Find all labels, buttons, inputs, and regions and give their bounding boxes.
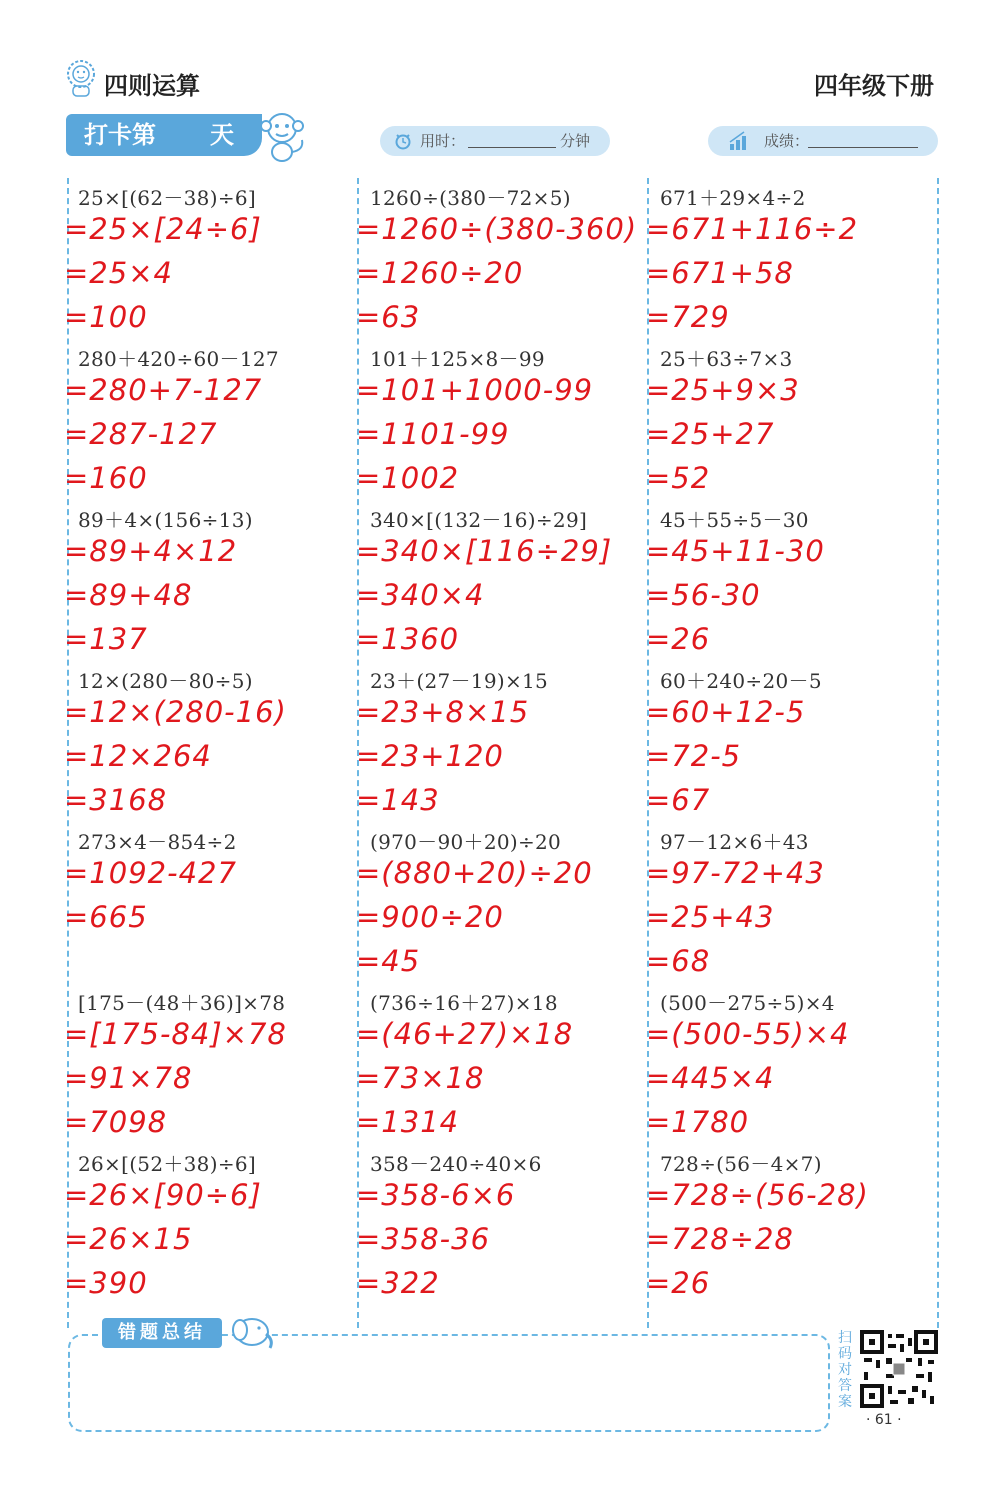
problem-expression: (970－90＋20)÷20 <box>370 830 562 854</box>
handwritten-step: =322 <box>356 1266 440 1300</box>
handwritten-step: =91×78 <box>64 1061 193 1095</box>
handwritten-step: =729 <box>646 300 730 334</box>
handwritten-step: =1314 <box>356 1105 460 1139</box>
problem-expression: 340×[(132－16)÷29] <box>370 508 588 532</box>
handwritten-step: =52 <box>646 461 711 495</box>
handwritten-step: =60+12-5 <box>646 695 806 729</box>
handwritten-step: =45+11-30 <box>646 534 825 568</box>
elephant-icon <box>226 1312 278 1352</box>
mistake-summary-label: 错题总结 <box>102 1318 222 1348</box>
handwritten-step: =340×[116÷29] <box>356 534 613 568</box>
page-number: · 61 · <box>866 1412 902 1428</box>
handwritten-step: =26 <box>646 622 711 656</box>
problem-expression: 273×4－854÷2 <box>78 830 237 854</box>
handwritten-step: =63 <box>356 300 421 334</box>
checkin-label: 打卡第 <box>84 121 156 149</box>
handwritten-step: =100 <box>64 300 148 334</box>
handwritten-step: =[175-84]×78 <box>64 1017 287 1051</box>
problem-expression: 23＋(27－19)×15 <box>370 669 549 693</box>
handwritten-step: =7098 <box>64 1105 168 1139</box>
problem-expression: 12×(280－80÷5) <box>78 669 253 693</box>
handwritten-step: =445×4 <box>646 1061 775 1095</box>
problem-expression: (736÷16＋27)×18 <box>370 991 558 1015</box>
handwritten-step: =340×4 <box>356 578 485 612</box>
handwritten-step: =900÷20 <box>356 900 504 934</box>
problem-expression: 728÷(56－4×7) <box>660 1152 822 1176</box>
problem-expression: 25＋63÷7×3 <box>660 347 793 371</box>
handwritten-step: =45 <box>356 944 421 978</box>
handwritten-step: =12×(280-16) <box>64 695 287 729</box>
handwritten-step: =1780 <box>646 1105 750 1139</box>
checkin-day-label: 天 <box>210 121 234 149</box>
time-input[interactable] <box>468 147 556 148</box>
bar-chart-icon <box>728 130 750 152</box>
handwritten-step: =25+43 <box>646 900 775 934</box>
problem-expression: 45＋55÷5－30 <box>660 508 809 532</box>
problem-expression: (500－275÷5)×4 <box>660 991 835 1015</box>
handwritten-step: =67 <box>646 783 711 817</box>
handwritten-step: =1101-99 <box>356 417 510 451</box>
time-field <box>380 126 610 156</box>
handwritten-step: =358-36 <box>356 1222 491 1256</box>
handwritten-step: =(880+20)÷20 <box>356 856 593 890</box>
problem-expression: 60＋240÷20－5 <box>660 669 822 693</box>
handwritten-step: =1360 <box>356 622 460 656</box>
handwritten-step: =26 <box>646 1266 711 1300</box>
problem-expression: 101＋125×8－99 <box>370 347 545 371</box>
handwritten-step: =97-72+43 <box>646 856 825 890</box>
handwritten-step: =143 <box>356 783 440 817</box>
handwritten-step: =1002 <box>356 461 460 495</box>
handwritten-step: =(500-55)×4 <box>646 1017 850 1051</box>
problem-expression: 97－12×6＋43 <box>660 830 809 854</box>
problem-expression: 1260÷(380－72×5) <box>370 186 571 210</box>
handwritten-step: =1092-427 <box>64 856 237 890</box>
problem-expression: 89＋4×(156÷13) <box>78 508 253 532</box>
problem-expression: 671＋29×4÷2 <box>660 186 806 210</box>
time-unit: 分钟 <box>560 132 591 150</box>
score-input[interactable] <box>808 147 918 148</box>
lion-logo-icon <box>64 58 98 98</box>
handwritten-step: =23+120 <box>356 739 504 773</box>
handwritten-step: =68 <box>646 944 711 978</box>
handwritten-step: =728÷(56-28) <box>646 1178 869 1212</box>
column-divider <box>937 178 939 1328</box>
handwritten-step: =358-6×6 <box>356 1178 516 1212</box>
handwritten-step: =25+9×3 <box>646 373 800 407</box>
handwritten-step: =89+4×12 <box>64 534 238 568</box>
handwritten-step: =26×15 <box>64 1222 193 1256</box>
mistake-summary-box[interactable] <box>68 1334 830 1432</box>
handwritten-step: =671+116÷2 <box>646 212 859 246</box>
handwritten-step: =25×4 <box>64 256 173 290</box>
handwritten-step: =56-30 <box>646 578 761 612</box>
handwritten-step: =728÷28 <box>646 1222 794 1256</box>
handwritten-step: =390 <box>64 1266 148 1300</box>
score-label: 成绩： <box>764 132 810 150</box>
handwritten-step: =72-5 <box>646 739 742 773</box>
handwritten-step: =280+7-127 <box>64 373 263 407</box>
handwritten-step: =25+27 <box>646 417 775 451</box>
score-field <box>708 126 938 156</box>
handwritten-step: =160 <box>64 461 148 495</box>
problem-expression: 358－240÷40×6 <box>370 1152 542 1176</box>
problem-expression: [175－(48＋36)]×78 <box>78 991 286 1015</box>
problem-expression: 25×[(62－38)÷6] <box>78 186 256 210</box>
handwritten-step: =73×18 <box>356 1061 485 1095</box>
qr-code-icon[interactable] <box>860 1330 938 1408</box>
time-label: 用时： <box>420 132 466 150</box>
checkin-banner <box>66 114 262 156</box>
handwritten-step: =665 <box>64 900 148 934</box>
monkey-mascot-icon <box>252 108 312 164</box>
handwritten-step: =287-127 <box>64 417 218 451</box>
alarm-clock-icon <box>394 132 412 150</box>
handwritten-step: =1260÷(380-360) <box>356 212 638 246</box>
handwritten-step: =89+48 <box>64 578 193 612</box>
handwritten-step: =1260÷20 <box>356 256 524 290</box>
handwritten-step: =(46+27)×18 <box>356 1017 574 1051</box>
handwritten-step: =3168 <box>64 783 168 817</box>
handwritten-step: =137 <box>64 622 148 656</box>
handwritten-step: =12×264 <box>64 739 212 773</box>
grade-label: 四年级下册 <box>814 72 934 100</box>
problem-expression: 26×[(52＋38)÷6] <box>78 1152 256 1176</box>
handwritten-step: =671+58 <box>646 256 794 290</box>
handwritten-step: =23+8×15 <box>356 695 530 729</box>
handwritten-step: =26×[90÷6] <box>64 1178 262 1212</box>
handwritten-step: =101+1000-99 <box>356 373 594 407</box>
problem-expression: 280＋420÷60－127 <box>78 347 279 371</box>
handwritten-step: =25×[24÷6] <box>64 212 262 246</box>
qr-caption: 扫码对答案 <box>838 1330 852 1410</box>
page-title: 四则运算 <box>104 72 200 100</box>
